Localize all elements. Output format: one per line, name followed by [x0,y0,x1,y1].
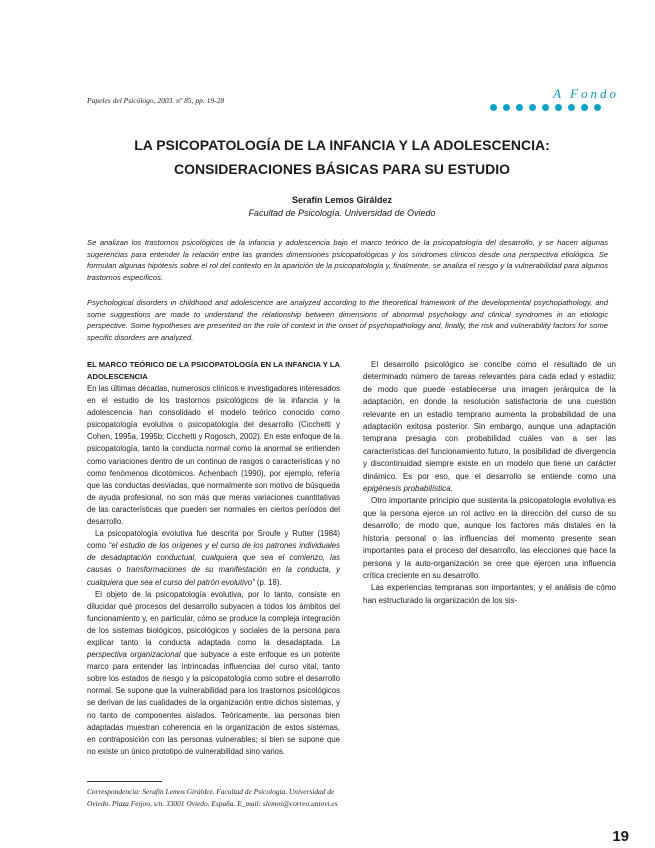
emphasis-run: epigénesis probabilística. [363,484,453,494]
body-paragraph: Las experiencias tempranas son importantes, y el análisis de cómo han estructurado la organización de los sis- [363,583,616,605]
body-column-right [363,359,616,607]
dot-icon [503,104,510,111]
abstract-spanish: Se analizan los trastornos psicológicos de la infancia y adolescencia bajo el marco teórico de la psicopatología del desarrollo, y se hacen algunas sugerencias para entender la relación entre las grandes dimensiones psicopatológicas y los síndromes clínicos desde una perspectiva etiológica. Se formulan algunas hipótesis sobre el rol del contexto en la aparición de la psicopatología y, finalmente, se analiza el riesgo y la vulnerabilidad para algunos trastornos específicos. [87,238,608,282]
text-run: (p. 18). [256,577,282,587]
text-run: El objeto de la psicopatología evolutiva, por lo tanto, consiste en dilucidar qué procesos del desarrollo subyacen a todos los ámbitos del funcionamiento y, en particular, cómo se produce la compleja integración de los sistemas biológicos, psicológicos y sociales de la persona para explicar tanto la conducta adaptada como la desadaptada. La [87,589,340,647]
body-paragraph [363,359,616,495]
text-run: La psicopatología evolutiva fue descrita por Sroufe y Rutter (1984) como [87,529,340,551]
dot-icon [516,104,523,111]
dot-icon [555,104,562,111]
title-line-2: CONSIDERACIONES BÁSICAS PARA SU ESTUDIO [173,161,511,177]
quote-run: “el estudio de los orígenes y el curso de los patrones individuales de desadaptación conductual, cualquiera que sea el comienzo, las causas o transformaciones de su manifestación en la conducta, y cualquiera que sea el curso del patrón evolutivo” [87,541,340,587]
emphasis-run: perspectiva organizacional [87,650,181,660]
dot-icon [490,104,497,111]
author-affiliation: Facultad de Psicología. Universidad de Oviedo [248,208,436,218]
decorative-dots [490,104,601,111]
text-run: El desarrollo psicológico se concibe como el resultado de un determinado número de tareas relevantes para cada edad y estadio; de modo que puede establecerse una imagen jerárquica de la adaptación, en donde la resolución satisfactoria de una cuestión relevante en un estadio temprano aumenta la probabilidad de una adaptación exitosa posterior. Sin embargo, aunque una adaptación temprana presagia con probabilidad cuáles van a ser las características del funcionamiento futuro, la posibilidad de divergencia y discontinuidad siempre existe en un modelo que tiene un carácter dinámico. Es por eso, que el desarrollo se entiende como una [363,360,616,481]
dot-icon [542,104,549,111]
footnote-rule [87,781,162,782]
article-title [87,133,597,181]
section-tag: A Fondo [553,86,619,101]
dot-icon [594,104,601,111]
page-number: 19 [612,828,629,845]
title-line-1: LA PSICOPATOLOGÍA DE LA INFANCIA Y LA ADOLESCENCIA: [134,137,550,153]
abstract-english: Psychological disorders in childhood and adolescence are analyzed according to the theoretical framework of the developmental psychopathology, and some suggestions are made to understand the relationship between dimensions of abnormal psychology and clinical syndromes in an etiologic perspective. Some hypotheses are presented on the role of context in the onset of psychopathology and, finally, the risk and vulnerability factors for some specific disorders are analyzed. [87,298,608,342]
section-heading: EL MARCO TEÓRICO DE LA PSICOPATOLOGÍA EN LA INFANCIA Y LA ADOLESCENCIA [87,360,340,381]
body-paragraph [87,528,340,588]
body-column-left [87,359,340,758]
body-paragraph: En las últimas décadas, numerosos clínicos e investigadores interesados en el estudio de los trastornos psicológicos de la infancia y la adolescencia han consolidado el modelo teórico conocido como psicopatología evolutiva o psicopatología del desarrollo (Cicchetti y Cohen, 1995a, 1995b; Cicchetti y Rogosch, 2002). En este enfoque de la psicopatología, tanto la conducta normal como la anormal se entienden como variaciones dentro de un continuo de rasgos o características y no como fenómenos dicotómicos. Achenbach (1990), por ejemplo, refería que las conductas desviadas, que normalmente son motivo de búsqueda de ayuda profesional, no son más que meras variaciones cuantitativas de las características que pueden ser normales en ciertos períodos del desarrollo. [87,384,340,527]
footnote: Correspondencia: Serafín Lemos Giráldez. Facultad de Psicología. Universidad de Oviedo. Plaza Feijoo, s/n. 33001 Oviedo. España. E_mail: slemos@correo.uniovi.es [87,787,338,808]
body-paragraph [87,589,340,758]
body-paragraph: Otro importante principio que sustenta la psicopatología evolutiva es que la persona ejerce un rol activo en la dirección del curso de su desarrollo; de modo que, aunque los factores más distales en la historia personal o las influencias del momento presente sean importantes para el proceso del desarrollo, las elecciones que hace la persona y la auto-organización se cree que ejercen una influencia crítica creciente en su desarrollo. [363,496,616,580]
dot-icon [581,104,588,111]
dot-icon [529,104,536,111]
author-name: Serafín Lemos Giráldez [291,195,393,205]
text-run: que subyace a este enfoque es un potente marco para entender las intrincadas influencias del curso vital, tanto sobre los estados de riesgo y la psicopatología como sobre el desarrollo normal. Se supone que la vulnerabilidad para los trastornos psicológicos se derivan de las cualidades de la organización entre dichos sistemas, y no tanto de componentes aislados. Teóricamente, las personas bien adaptadas muestran coherencia en la organización de estos sistemas, en contraposición con las personas vulnerables; si bien se supone que no existe un único prototipo de vulnerabilidad sino varios. [87,650,340,756]
journal-citation: Papeles del Psicólogo, 2003. nº 85, pp. 19-28 [87,96,225,105]
dot-icon [568,104,575,111]
